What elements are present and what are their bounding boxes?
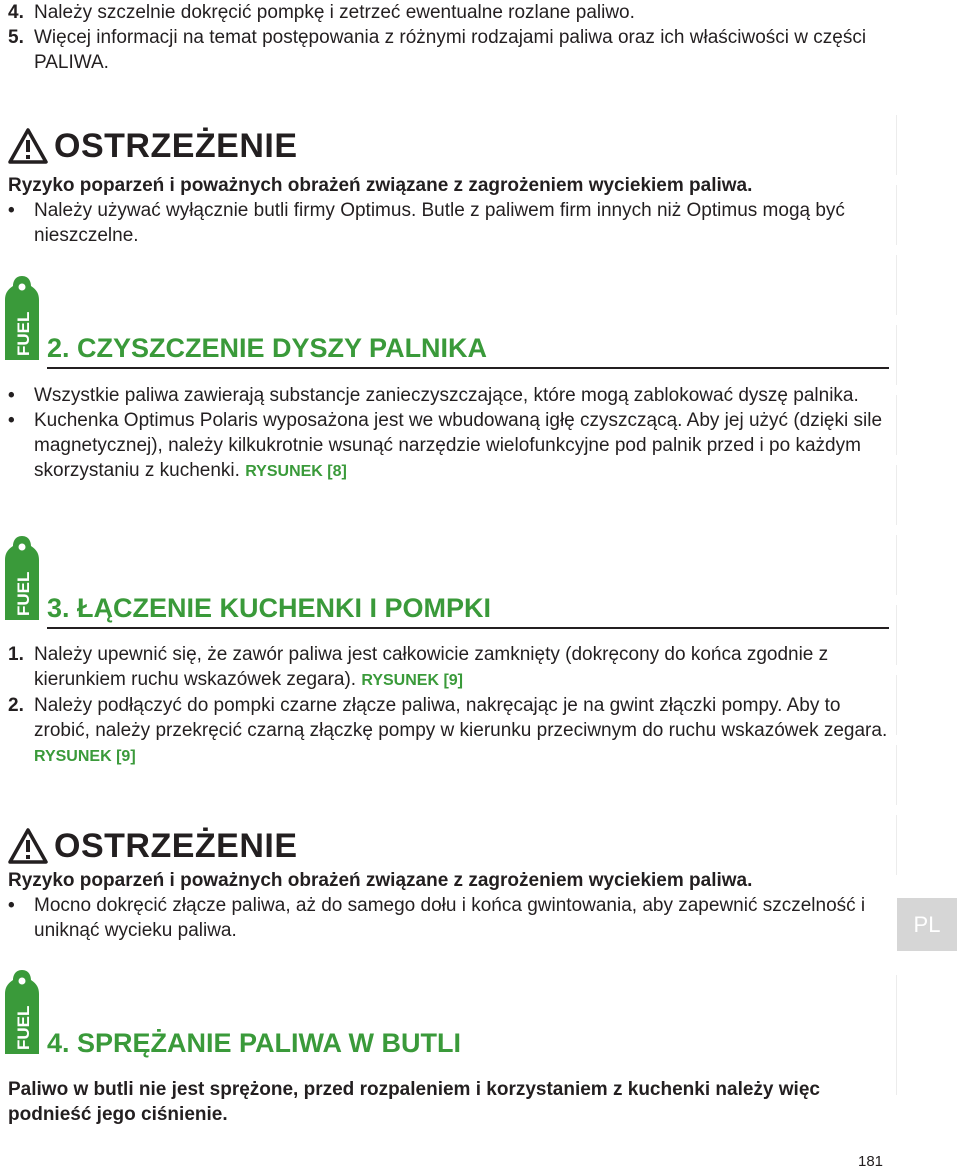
step-text: Należy upewnić się, że zawór paliwa jest całkowicie zamknięty (dokręcony do końca zgodnie z kierunkiem ruchu wskazówek zegara). bbox=[34, 644, 829, 690]
fuel-tag-label: FUEL bbox=[14, 571, 33, 616]
bullet-item bbox=[8, 383, 888, 408]
step-number: 5. bbox=[8, 27, 24, 48]
figure-reference: RYSUNEK [9] bbox=[34, 748, 136, 765]
bullet-item bbox=[8, 408, 888, 484]
section-body: Paliwo w butli nie jest sprężone, przed rozpaleniem i korzystaniem z kuchenki należy więc podnieść jego ciśnienie. bbox=[8, 1079, 820, 1125]
divider bbox=[47, 627, 889, 629]
bullet: • bbox=[8, 200, 15, 221]
intro-step bbox=[8, 0, 888, 25]
intro-step bbox=[8, 25, 888, 75]
section-heading: 3. ŁĄCZENIE KUCHENKI I POMPKI bbox=[47, 593, 492, 623]
warning-triangle-icon bbox=[8, 128, 48, 164]
bullet: • bbox=[8, 385, 15, 406]
fuel-tag-icon bbox=[5, 536, 39, 620]
fuel-tag-label: FUEL bbox=[14, 1005, 33, 1050]
step-text: Więcej informacji na temat postępowania z różnymi rodzajami paliwa oraz ich właściwości w części PALIWA. bbox=[34, 27, 867, 73]
warning-body bbox=[8, 868, 888, 943]
step-text: Należy podłączyć do pompki czarne złącze paliwa, nakręcając je na gwint złączki pompy. Aby to zrobić, należy przekręcić czarną złączkę pompy w kierunku przeciwnym do ruchu wskazówek zegara. bbox=[34, 695, 888, 741]
step-number: 4. bbox=[8, 2, 24, 23]
warning-title: OSTRZEŻENIE bbox=[54, 826, 298, 865]
bullet-text: Kuchenka Optimus Polaris wyposażona jest we wbudowaną igłę czyszczącą. Aby jej użyć (dzięki sile magnetycznej), należy kilkukrotnie wsunąć narzędzie wielofunkcyjne pod palnik przed i po każdym skorzystaniu z kuchenki. bbox=[34, 410, 883, 481]
figure-reference: RYSUNEK [9] bbox=[361, 672, 463, 689]
bullet-item bbox=[8, 893, 888, 943]
warning-body bbox=[8, 173, 888, 248]
step-number: 1. bbox=[8, 644, 24, 665]
bullet-text: Należy używać wyłącznie butli firmy Optimus. Butle z paliwem firm innych niż Optimus mogą być nieszczelne. bbox=[34, 200, 845, 246]
warning-subtitle: Ryzyko poparzeń i poważnych obrażeń związane z zagrożeniem wyciekiem paliwa. bbox=[8, 175, 753, 196]
warning-heading bbox=[8, 126, 298, 166]
bullet-item bbox=[8, 198, 888, 248]
warning-triangle-icon bbox=[8, 828, 48, 864]
bullet: • bbox=[8, 895, 15, 916]
fuel-tag-icon bbox=[5, 970, 39, 1054]
bullet: • bbox=[8, 410, 15, 431]
fuel-tag-icon bbox=[5, 276, 39, 360]
figure-reference: RYSUNEK [8] bbox=[245, 463, 347, 480]
step-text: Należy szczelnie dokręcić pompkę i zetrzeć ewentualne rozlane paliwo. bbox=[34, 2, 635, 23]
section-body bbox=[8, 383, 888, 484]
page-number: 181 bbox=[858, 1153, 884, 1170]
numbered-step bbox=[8, 642, 888, 693]
numbered-step bbox=[8, 693, 888, 769]
step-number: 2. bbox=[8, 695, 24, 716]
bullet-text: Wszystkie paliwa zawierają substancje zanieczyszczające, które mogą zablokować dyszę palnika. bbox=[34, 385, 859, 406]
bullet-text: Mocno dokręcić złącze paliwa, aż do samego dołu i końca gwintowania, aby zapewnić szczelność i uniknąć wycieku paliwa. bbox=[34, 895, 866, 941]
intro-steps bbox=[8, 0, 888, 75]
section-heading: 2. CZYSZCZENIE DYSZY PALNIKA bbox=[47, 333, 488, 363]
divider bbox=[47, 367, 889, 369]
section-heading: 4. SPRĘŻANIE PALIWA W BUTLI bbox=[47, 1028, 462, 1058]
section-body bbox=[8, 642, 888, 769]
warning-title: OSTRZEŻENIE bbox=[54, 126, 298, 165]
language-tab: PL bbox=[897, 898, 957, 951]
warning-heading bbox=[8, 826, 298, 866]
fuel-tag-label: FUEL bbox=[14, 311, 33, 356]
warning-subtitle: Ryzyko poparzeń i poważnych obrażeń związane z zagrożeniem wyciekiem paliwa. bbox=[8, 870, 753, 891]
